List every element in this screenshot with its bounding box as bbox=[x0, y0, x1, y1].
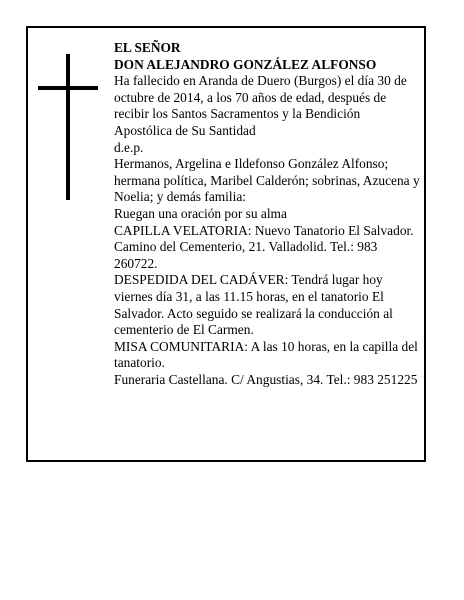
notice-text bbox=[114, 40, 420, 388]
family-list: Hermanos, Argelina e Ildefonso González Alfonso; hermana política, Maribel Calderón; sobrinas, Azucena y Noelia; y demás familia: bbox=[114, 156, 420, 205]
cross-icon bbox=[38, 54, 98, 200]
death-info: Ha fallecido en Aranda de Duero (Burgos) el día 30 de octubre de 2014, a los 70 años de edad, después de recibir los Santos Sacramentos y la Bendición Apostólica de Su Santidad bbox=[114, 73, 407, 138]
obituary-notice bbox=[26, 26, 426, 462]
cross-vertical-bar bbox=[66, 54, 70, 200]
chapel-info: CAPILLA VELATORIA: Nuevo Tanatorio El Salvador. Camino del Cementerio, 21. Valladolid. Tel.: 983 260722. bbox=[114, 222, 414, 271]
notice-title-honorific: EL SEÑOR bbox=[114, 40, 181, 55]
farewell-info: DESPEDIDA DEL CADÁVER: Tendrá lugar hoy viernes día 31, a las 11.15 horas, en el tanatorio El Salvador. Acto seguido se realizará la conducción al cementerio de El Carmen. bbox=[114, 272, 393, 338]
mass-info: MISA COMUNITARIA: A las 10 horas, en la capilla del tanatorio. bbox=[114, 338, 418, 371]
funeral-home-info: Funeraria Castellana. C/ Angustias, 34. Tel.: 983 251225 bbox=[114, 371, 418, 387]
cross-horizontal-bar bbox=[38, 86, 98, 90]
deceased-name: DON ALEJANDRO GONZÁLEZ ALFONSO bbox=[114, 56, 377, 72]
prayer-request: Ruegan una oración por su alma bbox=[114, 205, 287, 221]
rip-text: d.e.p. bbox=[114, 139, 144, 155]
